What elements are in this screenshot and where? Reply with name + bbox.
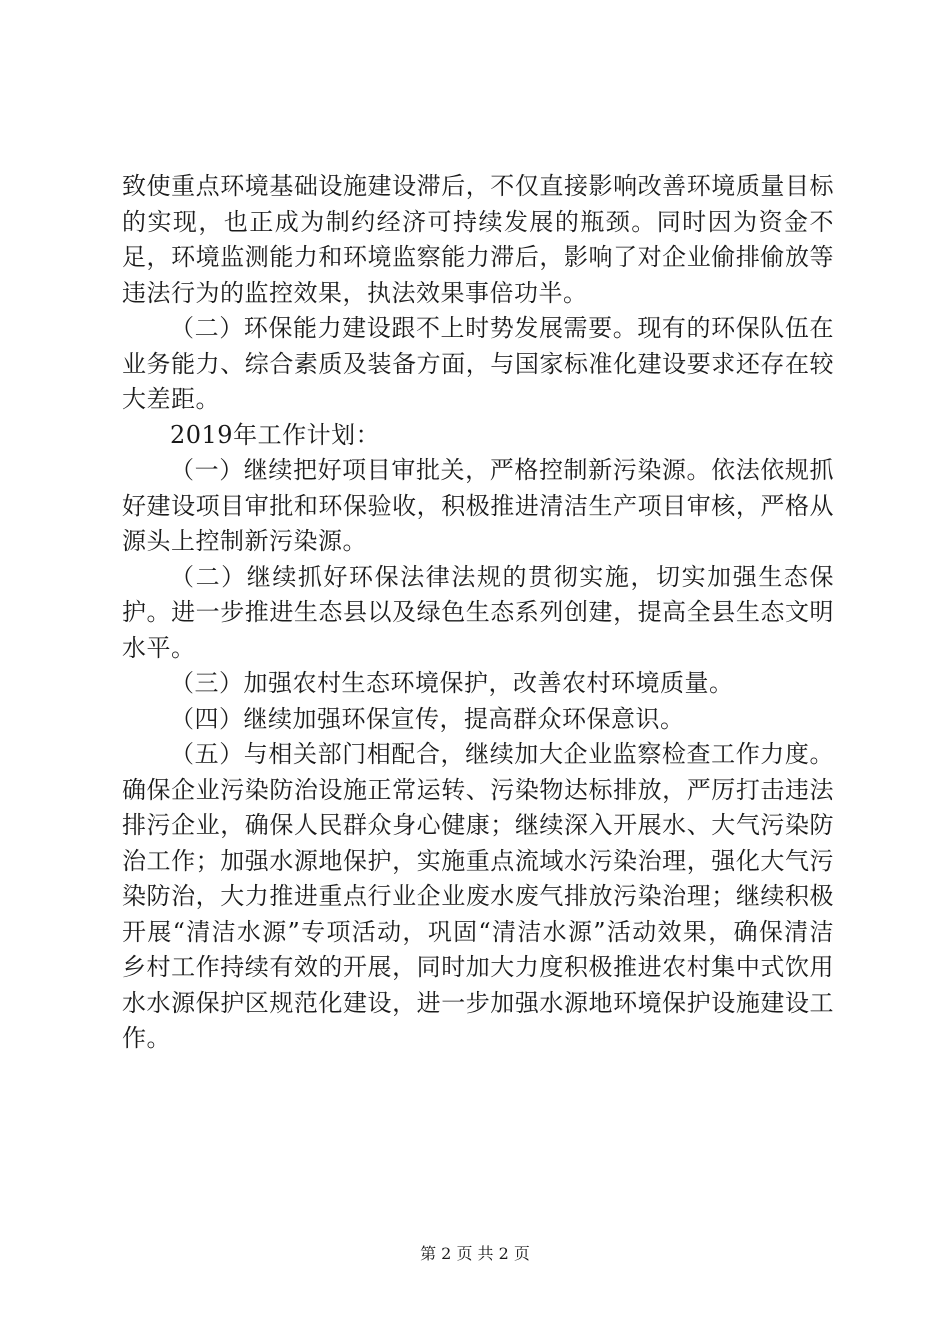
plan-item-3: （三）加强农村生态环境保护，改善农村环境质量。 <box>170 669 734 697</box>
plan-item-1: （一）继续把好项目审批关，严格控制新污染源。依法依规抓好建设项目审批和环保验收，积极推进清洁生产项目审核，严格从源头上控制新污染源。 <box>122 456 834 555</box>
paragraph-capacity-gap: （二）环保能力建设跟不上时势发展需要。现有的环保队伍在业务能力、综合素质及装备方面，与国家标准化建设要求还存在较大差距。 <box>122 314 834 413</box>
page-footer: 第 2 页 共 2 页 <box>420 1244 530 1263</box>
paragraph-continuation: 致使重点环境基础设施建设滞后，不仅直接影响改善环境质量目标的实现，也正成为制约经济可持续发展的瓶颈。同时因为资金不足，环境监测能力和环境监察能力滞后，影响了对企业偷排偷放等违法行为的监控效果，执法效果事倍功半。 <box>122 172 834 307</box>
plan-item-2: （二）继续抓好环保法律法规的贯彻实施，切实加强生态保护。进一步推进生态县以及绿色生态系列创建，提高全县生态文明水平。 <box>122 562 834 662</box>
plan-item-4: （四）继续加强环保宣传，提高群众环保意识。 <box>170 704 685 733</box>
plan-item-5: （五）与相关部门相配合，继续加大企业监察检查工作力度。确保企业污染防治设施正常运转、污染物达标排放，严厉打击违法排污企业，确保人民群众身心健康；继续深入开展水、大气污染防治工作；加强水源地保护，实施重点流域水污染治理，强化大气污染防治，大力推进重点行业企业废水废气排放污染治理；继续积极开展“清洁水源”专项活动，巩固“清洁水源”活动效果，确保清洁乡村工作持续有效的开展，同时加大力度积极推进农村集中式饮用水水源保护区规范化建设，进一步加强水源地环境保护设施建设工作。 <box>122 740 834 1052</box>
work-plan-heading: 2019年工作计划： <box>170 420 381 449</box>
document-body <box>122 169 834 1057</box>
